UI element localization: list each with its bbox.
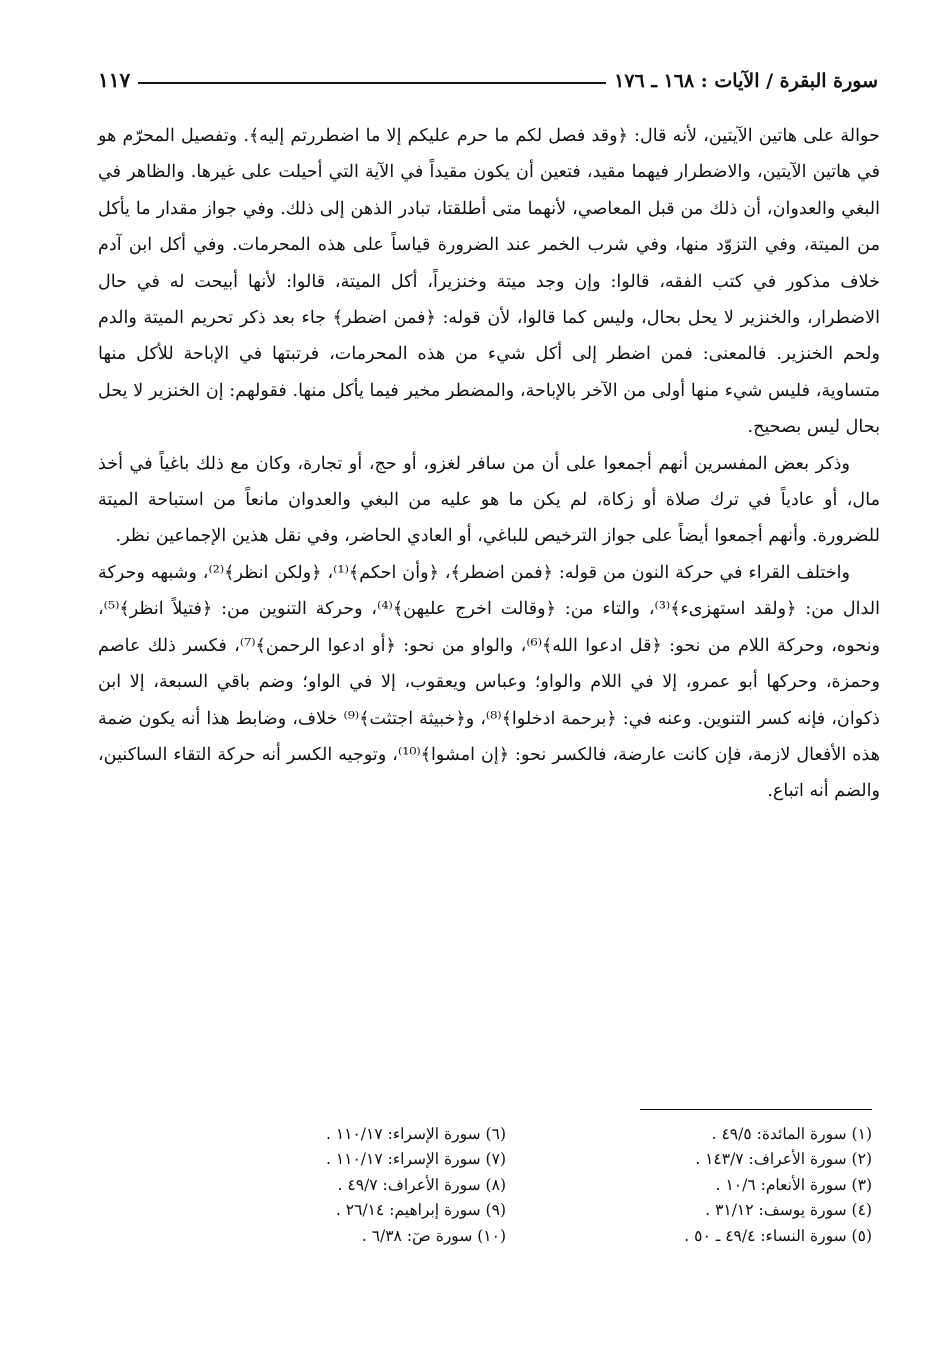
footnote-10: (١٠) سورة صٓ: ٦/٣٨ .: [361, 1226, 506, 1245]
footnote-4: (٤) سورة يوسف: ٣١/١٢ .: [705, 1201, 872, 1220]
main-text: [98, 118, 880, 810]
paragraph-1: حوالة على هاتين الآيتين، لأنه قال: ﴿وقد فصل لكم ما حرم عليكم إلا ما اضطررتم إليه﴾. وتفصيل المحرّم هو في هاتين الآيتين، والاضطرار فيهما مقيد، فتعين أن يكون مقيداً في الآية التي أحيلت على غيرها. والظاهر في البغي والعدوان، أن ذلك من قبل المعاصي، لأنهما متى أطلقتا، تبادر الذهن إلى ذلك. وفي جواز مقدار ما يأكل من الميتة، وفي التزوّد منها، وفي شرب الخمر عند الضرورة قياساً على هذه المحرمات. وفي أكل ابن آدم خلاف مذكور في كتب الفقه، قالوا: وإن وجد ميتة وخنزيراً، أكل الميتة، قالوا: لأنها أبيحت له في حال الاضطرار، والخنزير لا يحل بحال، وليس كما قالوا، لأن قوله: ﴿فمن اضطر﴾ جاء بعد ذكر تحريم الميتة والدم ولحم الخنزير. فالمعنى: فمن اضطر إلى أكل شيء من هذه المحرمات، فرتبتها في الإباحة للأكل منها متساوية، فليس شيء منها أولى من الآخر بالإباحة، والمضطر مخير فيما يأكل منها. فقولهم: إن الخنزير لا يحل بحال ليس بصحيح.: [98, 126, 880, 438]
header-rule: [138, 82, 606, 84]
paragraph-3: واختلف القراء في حركة النون من قوله: ﴿فمن اضطر﴾، ﴿وأن احكم﴾⁽¹⁾، ﴿ولكن انظر﴾⁽²⁾، وشبهه وحركة الدال من: ﴿ولقد استهزىء﴾⁽³⁾، والتاء من: ﴿وقالت اخرج عليهن﴾⁽⁴⁾، وحركة التنوين من: ﴿فتيلاً انظر﴾⁽⁵⁾، ونحوه، وحركة اللام من نحو: ﴿قل ادعوا الله﴾⁽⁶⁾، والواو من نحو: ﴿أو ادعوا الرحمن﴾⁽⁷⁾، فكسر ذلك عاصم وحمزة، وحركها أبو عمرو، إلا في اللام والواو؛ وعباس ويعقوب، إلا في الواو؛ وضم باقي السبعة، إلا ابن ذكوان، فإنه كسر التنوين. وعنه في: ﴿برحمة ادخلوا﴾⁽⁸⁾، و﴿خبيثة اجتثت﴾⁽⁹⁾ خلاف، وضابط هذا أنه يكون ضمة هذه الأفعال لازمة، فإن كانت عارضة، فالكسر نحو: ﴿إن امشوا﴾⁽¹⁰⁾، وتوجيه الكسر أنه حركة التقاء الساكنين، والضم أنه اتباع.: [98, 562, 881, 802]
footnotes-left-column: [270, 1122, 506, 1249]
footnote-rule: [640, 1109, 872, 1110]
footnote-2: (٢) سورة الأعراف: ١٤٣/٧ .: [695, 1150, 872, 1169]
surah-verses-title: سورة البقرة / الآيات : ١٦٨ ـ ١٧٦: [614, 70, 878, 92]
footnotes-right-column: [620, 1122, 872, 1249]
footnote-9: (٩) سورة إبراهيم: ٢٦/١٤ .: [335, 1201, 506, 1220]
page-number: ١١٧: [98, 68, 131, 92]
footnote-5: (٥) سورة النساء: ٤٩/٤ ـ ٥٠ .: [684, 1226, 872, 1245]
running-header: [98, 58, 878, 92]
footnote-7: (٧) سورة الإسراء: ١١٠/١٧ .: [325, 1150, 506, 1169]
footnote-1: (١) سورة المائدة: ٤٩/٥ .: [711, 1125, 872, 1143]
footnote-8: (٨) سورة الأعراف: ٤٩/٧ .: [337, 1175, 506, 1194]
footnote-3: (٣) سورة الأنعام: ١٠/٦ .: [715, 1175, 872, 1194]
footnote-6: (٦) سورة الإسراء: ١١٠/١٧ .: [325, 1125, 506, 1143]
paragraph-2: وذكر بعض المفسرين أنهم أجمعوا على أن من سافر لغزو، أو حج، أو تجارة، وكان مع ذلك باغياً في أخذ مال، أو عادياً في ترك صلاة أو زكاة، لم يكن ما هو عليه من البغي والعدوان مانعاً من استباحة الميتة للضرورة. وأنهم أجمعوا أيضاً على جواز الترخيص للباغي، أو العادي الحاضر، وفي نقل هذين الإجماعين نظر.: [98, 453, 880, 547]
